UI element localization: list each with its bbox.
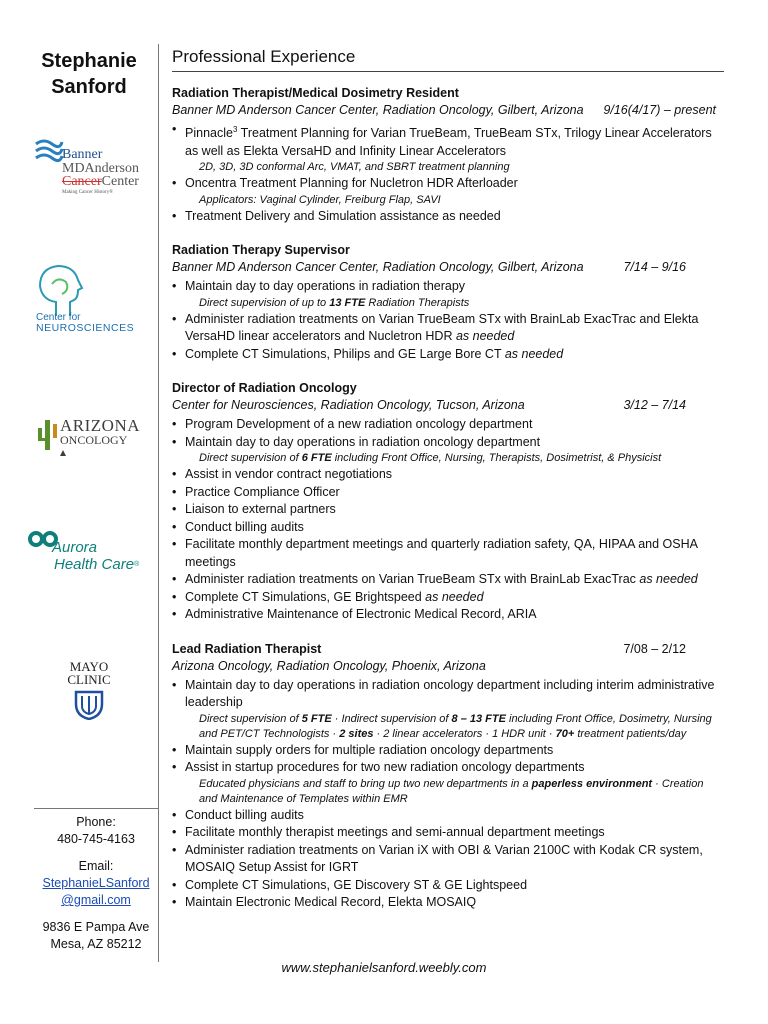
bullet-subtext: 2D, 3D, 3D conformal Arc, VMAT, and SBRT treatment planning	[199, 161, 510, 174]
list-item	[172, 466, 724, 484]
subtext-part: · Creation and Maintenance of Templates within EMR	[199, 777, 704, 805]
job-title	[172, 241, 724, 259]
subtext-part: · 2 linear accelerators · 1 HDR unit ·	[373, 727, 556, 740]
job-title	[172, 640, 724, 658]
bullet-text: Administer radiation treatments on Varian TrueBeam STx with BrainLab ExacTrac and Elekta VersaHD linear accelerators and Nucletron HDR	[185, 311, 699, 344]
list-item	[172, 589, 724, 607]
address-line2: Mesa, AZ 85212	[50, 937, 142, 951]
subtext-bold: 5 FTE	[301, 712, 332, 725]
list-item	[172, 742, 724, 760]
website-footer[interactable]	[0, 960, 768, 975]
list-item	[172, 501, 724, 519]
arizona-oncology-logo	[20, 412, 158, 462]
bullet-subtext	[185, 296, 724, 311]
list-item	[172, 346, 724, 364]
cancer-strike-text: Cancer	[62, 174, 102, 189]
job-entry	[172, 640, 724, 912]
job-dates: 3/12 – 7/14	[623, 398, 686, 413]
name-first: Stephanie	[41, 50, 137, 72]
cactus-icon	[36, 418, 58, 450]
subtext-part: Radiation Therapists	[365, 296, 470, 309]
main-content	[172, 44, 724, 912]
bullet-emphasis: as needed	[639, 572, 698, 587]
phone-number: 480-745-4163	[57, 832, 135, 846]
list-item	[172, 842, 724, 877]
subtext-part: including Front Office, Nursing, Therapists, Dosimetrist, & Physicist	[331, 452, 662, 465]
job-dates: 7/08 – 2/12	[623, 641, 686, 656]
bullet-subtext	[185, 777, 724, 807]
subtext-bold: 2 sites	[339, 727, 374, 740]
website-link[interactable]: www.stephanielsanford.weebly.com	[281, 960, 487, 975]
bullet-text: Treatment Delivery and Simulation assistance as needed	[185, 208, 501, 223]
arizona-logo-line2: ONCOLOGY	[60, 433, 128, 447]
subtext-bold: 8 – 13 FTE	[451, 712, 506, 725]
list-item	[172, 877, 724, 895]
email-label: Email:	[78, 859, 114, 873]
job-employer	[172, 658, 724, 675]
bullet-text: Facilitate monthly therapist meetings and semi-annual department meetings	[185, 825, 605, 840]
bullet-text: Assist in vendor contract negotiations	[185, 467, 393, 482]
superscript: 3	[232, 125, 238, 134]
bullet-subtext	[185, 451, 724, 466]
bullet-text: Conduct billing audits	[185, 807, 304, 822]
employer-text: Banner MD Anderson Cancer Center, Radiation Oncology, Gilbert, Arizona	[172, 260, 584, 275]
bullet-text: Administer radiation treatments on Varian iX with OBI & Varian 2100C with Kodak CR system, MOSAIQ Setup Assist for IGRT	[185, 842, 703, 875]
subtext-part: · Indirect supervision of	[331, 712, 452, 725]
bullet-text: Liaison to external partners	[185, 502, 336, 517]
list-item	[172, 121, 724, 175]
section-title: Professional Experience	[172, 47, 356, 66]
bullet-text: Facilitate monthly department meetings and quarterly radiation safety, QA, HIPAA and OSHA meetings	[185, 537, 698, 569]
subtext-part: Direct supervision of	[199, 712, 302, 725]
aurora-registered-mark: ®	[134, 561, 140, 568]
job-entry	[172, 241, 724, 363]
job-title-text: Lead Radiation Therapist	[172, 641, 322, 656]
contact-spacer	[34, 848, 158, 858]
section-rule	[172, 71, 724, 72]
sidebar-divider	[158, 44, 159, 962]
mayo-shield-icon	[74, 690, 104, 720]
job-title	[172, 84, 724, 102]
triangle-mark-icon	[60, 450, 66, 456]
job-bullets	[172, 416, 724, 624]
md-anderson-logo-text: MDAnderson	[62, 161, 139, 176]
employer-text: Arizona Oncology, Radiation Oncology, Phoenix, Arizona	[172, 658, 486, 673]
bullet-text: Conduct billing audits	[185, 519, 304, 534]
bullet-emphasis: as needed	[425, 589, 484, 604]
name-last: Sanford	[51, 76, 127, 98]
cancer-center-logo-text	[62, 175, 139, 189]
job-entry	[172, 84, 724, 225]
list-item	[172, 824, 724, 842]
mayo-clinic-logo	[20, 658, 158, 728]
address-line1: 9836 E Pampa Ave	[42, 920, 150, 934]
job-bullets	[172, 677, 724, 912]
bullet-text: Maintain day to day operations in radiation oncology department including interim administrative leadership	[185, 677, 715, 710]
mayo-logo-line2: CLINIC	[67, 672, 111, 687]
banner-logo-text: Banner	[62, 147, 103, 162]
phone-label: Phone:	[76, 815, 116, 829]
subtext-bold: paperless environment	[531, 777, 653, 790]
bullet-text: Assist in startup procedures for two new radiation oncology departments	[185, 760, 585, 775]
bullet-text: Complete CT Simulations, GE Discovery ST & GE Lightspeed	[185, 877, 528, 892]
job-title-text: Director of Radiation Oncology	[172, 381, 357, 396]
bullet-text-rest: Treatment Planning for Varian TrueBeam, TrueBeam STx, Trilogy Linear Accelerators as well as Elekta VersaHD and Infinity Linear Accelerators	[185, 126, 712, 158]
bullet-text: Pinnacle	[185, 126, 233, 141]
employer-text: Center for Neurosciences, Radiation Oncology, Tucson, Arizona	[172, 398, 525, 413]
aurora-logo-line1: Aurora	[52, 539, 98, 556]
bullet-text: Program Development of a new radiation oncology department	[185, 417, 533, 432]
list-item	[172, 208, 724, 226]
aurora-logo-line2	[54, 557, 139, 573]
bullet-text: Maintain day to day operations in radiation oncology department	[185, 434, 541, 449]
job-dates: 9/16(4/17) – present	[603, 103, 716, 117]
list-item	[172, 571, 724, 589]
neuro-logo-line1: Center for	[36, 312, 81, 323]
bullet-text: Administer radiation treatments on Varian TrueBeam STx with BrainLab ExacTrac	[185, 572, 640, 587]
list-item	[172, 434, 724, 467]
banner-tagline: Making Cancer History®	[62, 190, 114, 195]
job-title	[172, 379, 724, 397]
email-link-line1[interactable]: StephanieLSanford	[42, 876, 150, 890]
job-employer	[172, 397, 724, 414]
bullet-text: Practice Compliance Officer	[185, 484, 340, 499]
center-text: Center	[101, 174, 139, 189]
candidate-name	[20, 48, 158, 100]
bullet-text: Maintain day to day operations in radiation therapy	[185, 279, 466, 294]
subtext-part: treatment patients/day	[574, 727, 687, 740]
bullet-text: Maintain Electronic Medical Record, Elekta MOSAIQ	[185, 895, 477, 910]
list-item	[172, 606, 724, 624]
aurora-health-care-text: Health Care	[54, 556, 135, 573]
bullet-subtext	[185, 712, 724, 742]
list-item	[172, 311, 724, 346]
job-bullets	[172, 278, 724, 363]
subtext-bold: 70+	[555, 727, 575, 740]
aurora-health-care-logo	[20, 528, 158, 578]
center-for-neurosciences-logo	[20, 262, 158, 334]
job-employer	[172, 102, 724, 119]
job-title-text: Radiation Therapist/Medical Dosimetry Resident	[172, 86, 459, 100]
bullet-subtext: Applicators: Vaginal Cylinder, Freiburg Flap, SAVI	[199, 193, 441, 206]
list-item	[172, 894, 724, 912]
job-employer	[172, 259, 724, 276]
job-bullets	[172, 121, 724, 225]
list-item	[172, 677, 724, 742]
email-link-line2[interactable]: @gmail.com	[61, 893, 131, 907]
subtext-part: Educated physicians and staff to bring up two new departments in a	[199, 777, 532, 790]
bullet-text: Complete CT Simulations, Philips and GE Large Bore CT	[185, 346, 505, 361]
subtext-part: Direct supervision of	[199, 452, 302, 465]
list-item	[172, 536, 724, 571]
job-dates: 7/14 – 9/16	[623, 260, 686, 275]
bullet-text: Maintain supply orders for multiple radiation oncology departments	[185, 742, 554, 757]
mayo-logo-line1: MAYO	[69, 659, 109, 674]
sidebar	[20, 44, 158, 962]
email-link[interactable]	[34, 875, 158, 909]
head-profile-icon	[34, 262, 94, 318]
arizona-logo-line1: ARIZONA	[60, 416, 140, 435]
bullet-text: Administrative Maintenance of Electronic Medical Record, ARIA	[185, 607, 537, 622]
subtext-part: Direct supervision of up to	[199, 296, 330, 309]
subtext-bold: 6 FTE	[301, 452, 332, 465]
banner-md-anderson-logo	[20, 132, 158, 202]
job-title-text: Radiation Therapy Supervisor	[172, 243, 350, 258]
list-item	[172, 519, 724, 537]
list-item	[172, 278, 724, 311]
bullet-text: Oncentra Treatment Planning for Nucletron HDR Afterloader	[185, 176, 518, 191]
bullet-text: Complete CT Simulations, GE Brightspeed	[185, 589, 426, 604]
job-entry	[172, 379, 724, 624]
bullet-emphasis: as needed	[504, 346, 564, 361]
bullet-emphasis: as needed	[455, 329, 515, 344]
contact-block	[34, 808, 158, 953]
list-item	[172, 759, 724, 807]
list-item	[172, 416, 724, 434]
subtext-bold: 13 FTE	[329, 296, 366, 309]
list-item	[172, 807, 724, 825]
list-item	[172, 175, 724, 208]
employer-text: Banner MD Anderson Cancer Center, Radiation Oncology, Gilbert, Arizona	[172, 103, 584, 117]
neuro-logo-line2: NEUROSCIENCES	[36, 322, 135, 334]
list-item	[172, 484, 724, 502]
banner-wave-icon	[34, 136, 64, 166]
contact-spacer	[34, 909, 158, 919]
subtext-part: including Front Office, Dosimetry, Nursing and PET/CT Technologists ·	[199, 712, 712, 740]
